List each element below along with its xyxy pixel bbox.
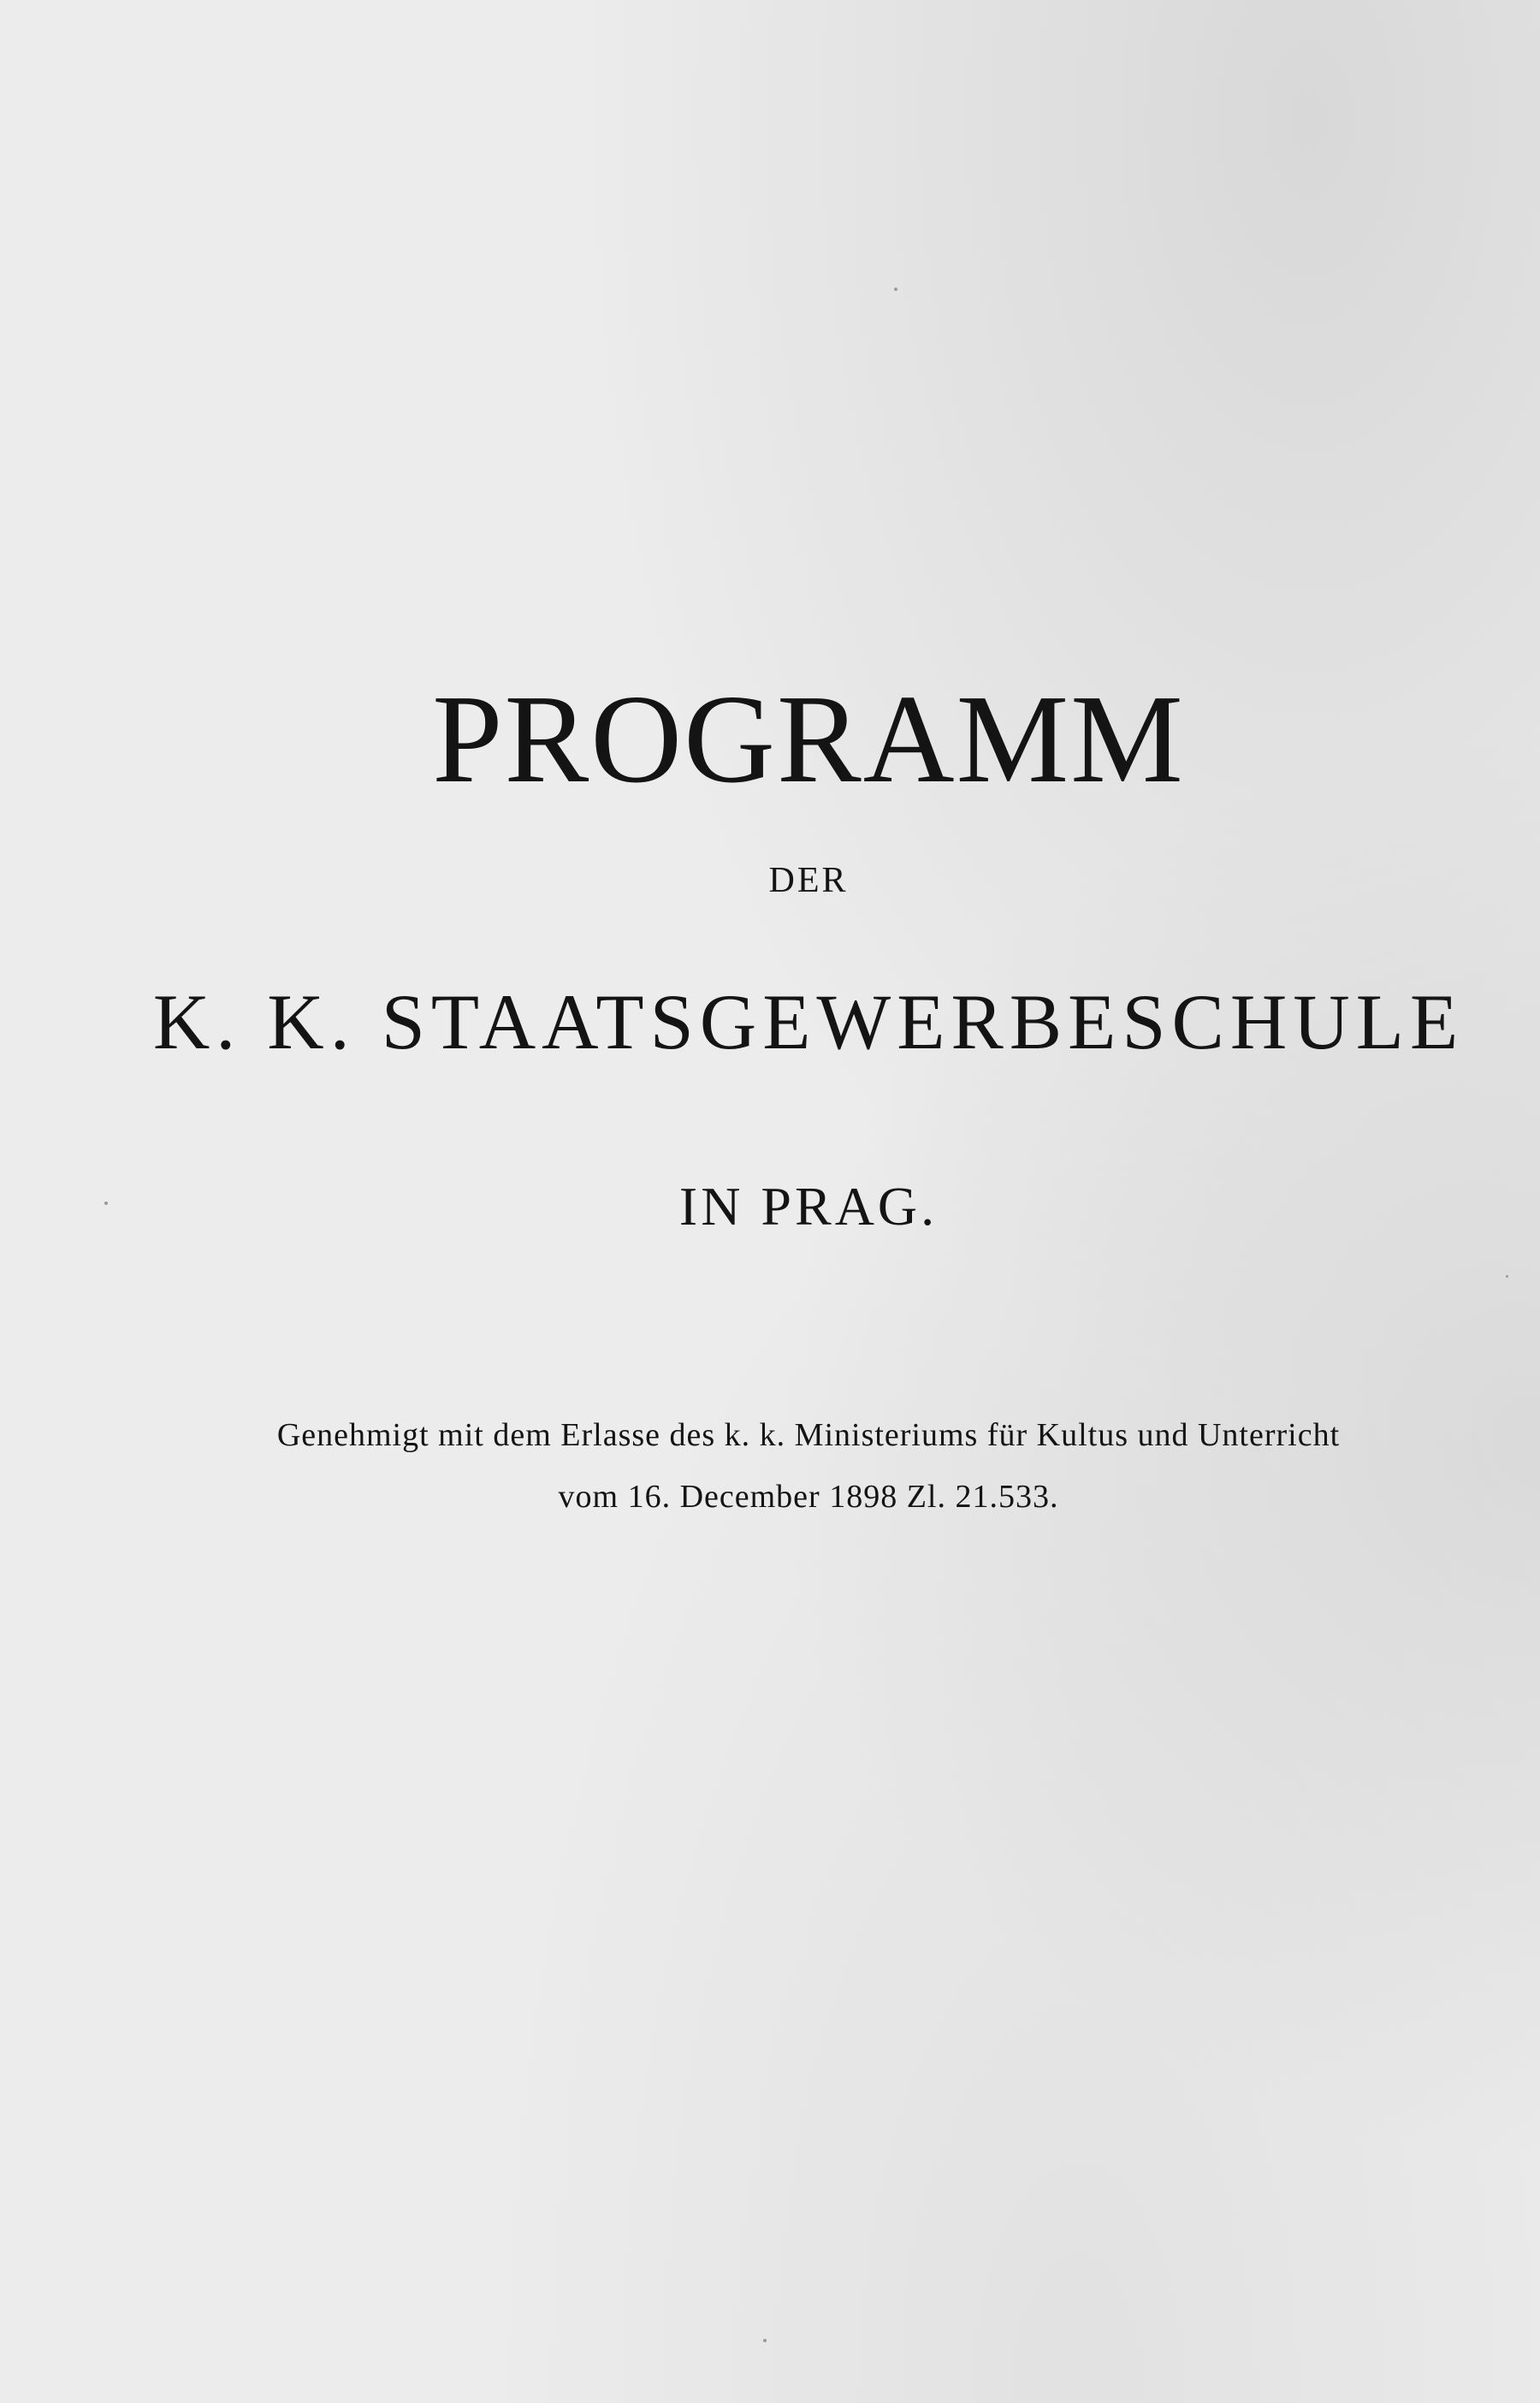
title-article: DER <box>768 861 849 900</box>
paper-speck <box>104 1202 108 1205</box>
paper-speck <box>894 288 897 291</box>
approval-note-line-2: vom 16. December 1898 Zl. 21.533. <box>558 1479 1059 1515</box>
paper-speck <box>763 2339 767 2342</box>
document-title: PROGRAMM <box>432 669 1185 810</box>
institution-location: IN PRAG. <box>678 1176 939 1237</box>
paper-speck <box>1506 1275 1508 1278</box>
institution-name: K. K. STAATSGEWERBESCHULE <box>152 978 1465 1065</box>
approval-note-line-1: Genehmigt mit dem Erlasse des k. k. Ministeriums für Kultus und Unterricht <box>276 1417 1341 1453</box>
